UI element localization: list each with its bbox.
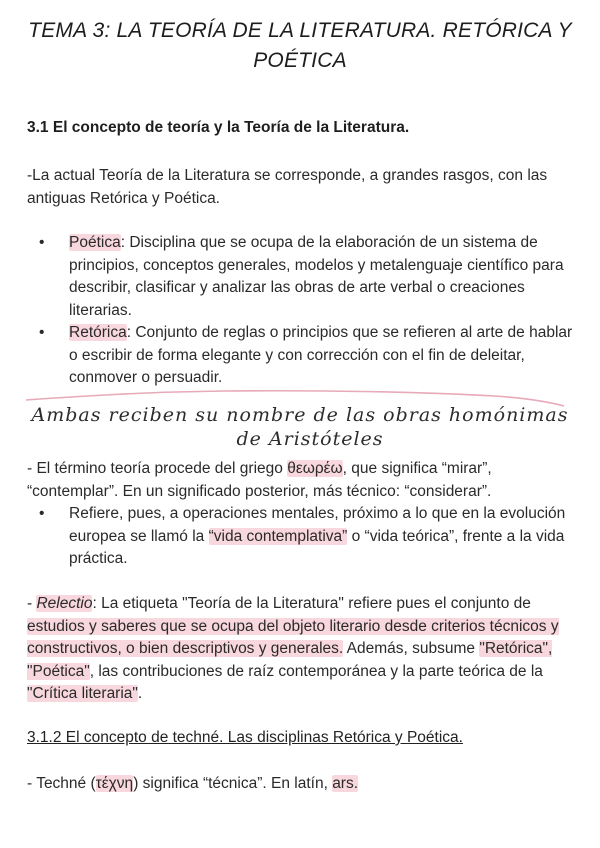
intro-paragraph: -La actual Teoría de la Literatura se corresponde, a grandes rasgos, con las antiguas Retórica y Poética. bbox=[27, 167, 548, 207]
list-item-retorica bbox=[27, 322, 577, 390]
list-item-poetica bbox=[27, 232, 577, 322]
title-line-1: TEMA 3: LA TEORÍA DE LA LITERATURA. RETÓRICA Y bbox=[28, 19, 572, 42]
teoria-paragraph bbox=[27, 458, 577, 503]
bullet-icon: • bbox=[39, 234, 45, 251]
latin-ars: ars. bbox=[332, 775, 359, 792]
relectio-text-3: , las contribuciones de raíz contemporánea y la parte teórica de la bbox=[89, 662, 543, 680]
page-title bbox=[0, 16, 600, 76]
title-line-2: POÉTICA bbox=[253, 49, 347, 72]
section-heading-3-1: 3.1 El concepto de teoría y la Teoría de la Literatura. bbox=[27, 119, 410, 136]
techne-paragraph bbox=[27, 773, 577, 796]
teoria-text-suffix: , que significa “mirar”, “contemplar”. En un significado posterior, más técnico: “considerar”. bbox=[27, 460, 492, 500]
techne-text-middle: ) significa “técnica”. En latín, bbox=[133, 775, 333, 792]
term-colon: : bbox=[126, 324, 132, 341]
bullet-icon: • bbox=[39, 505, 45, 522]
greek-theoreo: θεωρέω bbox=[287, 460, 343, 477]
handwritten-note-line-2: de Aristóteles bbox=[236, 428, 384, 450]
term-retorica: Retórica bbox=[69, 324, 127, 341]
relectio-paragraph bbox=[27, 593, 577, 706]
term-poetica: Poética bbox=[69, 234, 121, 251]
operaciones-text-suffix: o “vida teórica”, frente a la vida práctica. bbox=[69, 527, 565, 567]
teoria-text-prefix: - El término teoría procede del griego bbox=[27, 460, 288, 477]
operaciones-text-prefix: Refiere, pues, a operaciones mentales, próximo a lo que en la evolución europea se llamó la bbox=[69, 505, 566, 545]
greek-techne: τέχνη bbox=[95, 775, 134, 792]
relectio-highlight-2: "Retórica", "Poética" bbox=[27, 640, 553, 680]
relectio-highlight-1: estudios y saberes que se ocupa del objeto literario desde criterios técnicos y constructivos, o bien descriptivos y generales. bbox=[27, 617, 559, 657]
term-colon: : bbox=[120, 234, 126, 251]
relectio-highlight-3: "Crítica literaria" bbox=[27, 685, 138, 702]
teoria-list bbox=[27, 503, 577, 571]
relectio-text-4: . bbox=[137, 685, 143, 702]
section-heading-3-1-2: 3.1.2 El concepto de techné. Las disciplinas Retórica y Poética. bbox=[27, 729, 463, 746]
relectio-term: Relectio bbox=[36, 595, 93, 612]
definition-poetica: Disciplina que se ocupa de la elaboración de un sistema de principios, conceptos generales, modelos y metalenguaje científico para describir, clasificar y analizar las obras de arte verbal o creaciones literarias. bbox=[69, 234, 564, 319]
vida-contemplativa: “vida contemplativa” bbox=[208, 527, 348, 545]
definition-retorica: Conjunto de reglas o principios que se refieren al arte de hablar o escribir de forma elegante y con corrección con el fin de deleitar, conmover o persuadir. bbox=[69, 324, 573, 386]
techne-text-prefix: - Techné ( bbox=[27, 775, 96, 792]
relectio-text-1: : La etiqueta "Teoría de la Literatura" refiere pues el conjunto de bbox=[92, 595, 531, 612]
bullet-icon: • bbox=[39, 324, 45, 341]
definitions-list bbox=[27, 232, 577, 390]
list-item-operaciones bbox=[27, 503, 577, 571]
relectio-dash: - bbox=[27, 595, 37, 612]
relectio-text-2: Además, subsume bbox=[343, 640, 480, 657]
handwritten-note-line-1: Ambas reciben su nombre de las obras homónimas bbox=[31, 404, 569, 426]
